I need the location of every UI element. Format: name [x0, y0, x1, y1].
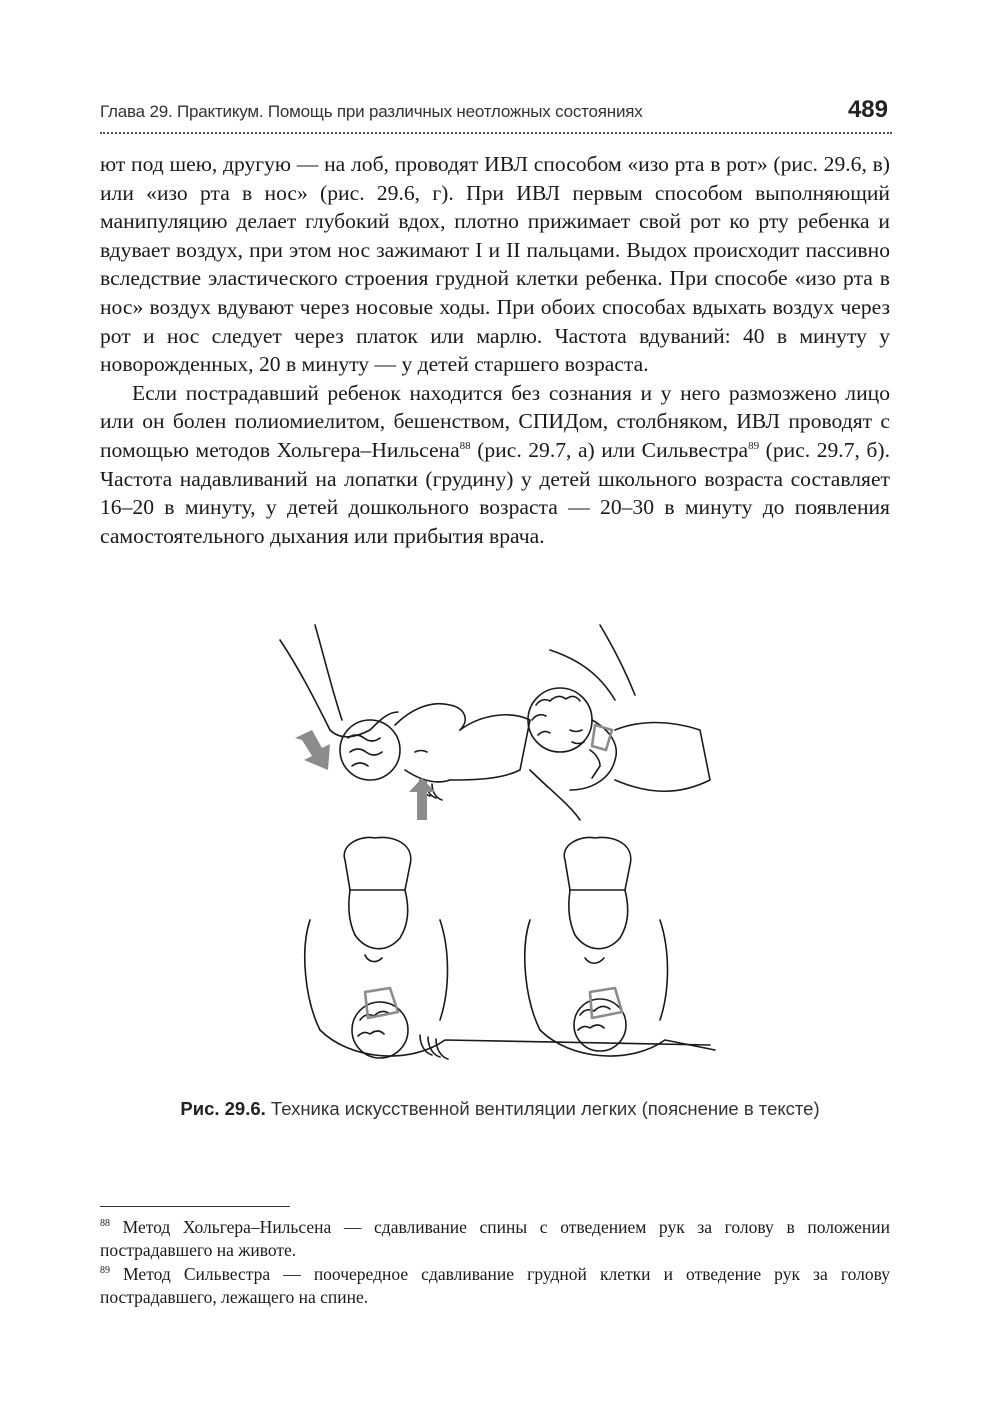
footnote-text: Метод Сильвестра — поочередное сдавливание грудной клетки и отведение рук за голову пострадавшего, лежащего на спине.: [100, 1264, 890, 1307]
ventilation-illustration: [270, 620, 720, 1080]
footnote-separator: [100, 1206, 290, 1207]
gauze-b-icon: [592, 725, 612, 750]
panel-mouth-to-nose: [525, 837, 715, 1056]
paragraph-2-part-a: Если пострадавший ребенок находится без сознания и у него размозжено лицо или он болен полиомиелитом, бешенством, СПИДом, столбняком, ИВЛ проводят с помощью методов Хольгера–Нильсена: [100, 380, 890, 462]
arrow-left-icon: [295, 730, 330, 770]
figure-29-6: [270, 620, 720, 1080]
running-header: [100, 96, 892, 134]
arrow-up-icon: [409, 778, 435, 820]
paragraph-2: [100, 379, 890, 551]
footnote-89: [100, 1263, 890, 1309]
panel-jaw-thrust: [528, 625, 710, 820]
gauze-d-icon: [590, 988, 622, 1018]
caption-text: Техника искусственной вентиляции легких (пояснение в тексте): [265, 1098, 820, 1119]
footnote-mark: 88: [100, 1218, 110, 1230]
body-text: [100, 150, 890, 550]
panel-head-tilt: [280, 625, 530, 800]
footnote-ref-89[interactable]: 89: [748, 439, 760, 452]
footnote-text: Метод Хольгера–Нильсена — сдавливание спины с отведением рук за голову в положении пострадавшего на животе.: [100, 1217, 890, 1260]
footnote-88: [100, 1216, 890, 1262]
chapter-title: Глава 29. Практикум. Помощь при различных неотложных состояниях: [100, 102, 643, 121]
panel-mouth-to-mouth: [305, 837, 710, 1059]
paragraph-2-part-c: (рис. 29.7, б). Частота надавливаний на лопатки (грудину) у детей школьного возраста составляет 16–20 в минуту, у детей дошкольного возраста — 20–30 в минуту до появления самостоятельного дыхания или прибытия врача.: [100, 437, 890, 548]
footnote-mark: 89: [100, 1265, 110, 1277]
caption-label: Рис. 29.6.: [180, 1098, 266, 1119]
page-number: 489: [847, 96, 888, 123]
footnotes: [100, 1216, 890, 1310]
paragraph-2-part-b: (рис. 29.7, а) или Сильвестра: [470, 437, 749, 462]
gauze-c-icon: [365, 988, 398, 1018]
paragraph-1: ют под шею, другую — на лоб, проводят ИВЛ способом «изо рта в рот» (рис. 29.6, в) или «изо рта в нос» (рис. 29.6, г). При ИВЛ первым способом выполняющий манипуляцию делает глубокий вдох, плотно прижимает свой рот ко рту ребенка и вдувает воздух, при этом нос зажимают I и II пальцами. Выдох происходит пассивно вследствие эластического строения грудной клетки ребенка. При способе «изо рта в нос» воздух вдувают через носовые ходы. При обоих способах вдыхать воздух через рот и нос следует через платок или марлю. Частота вдуваний: 40 в минуту у новорожденных, 20 в минуту — у детей старшего возраста.: [100, 152, 890, 377]
footnote-ref-88[interactable]: 88: [459, 439, 471, 452]
figure-caption: [120, 1098, 880, 1120]
